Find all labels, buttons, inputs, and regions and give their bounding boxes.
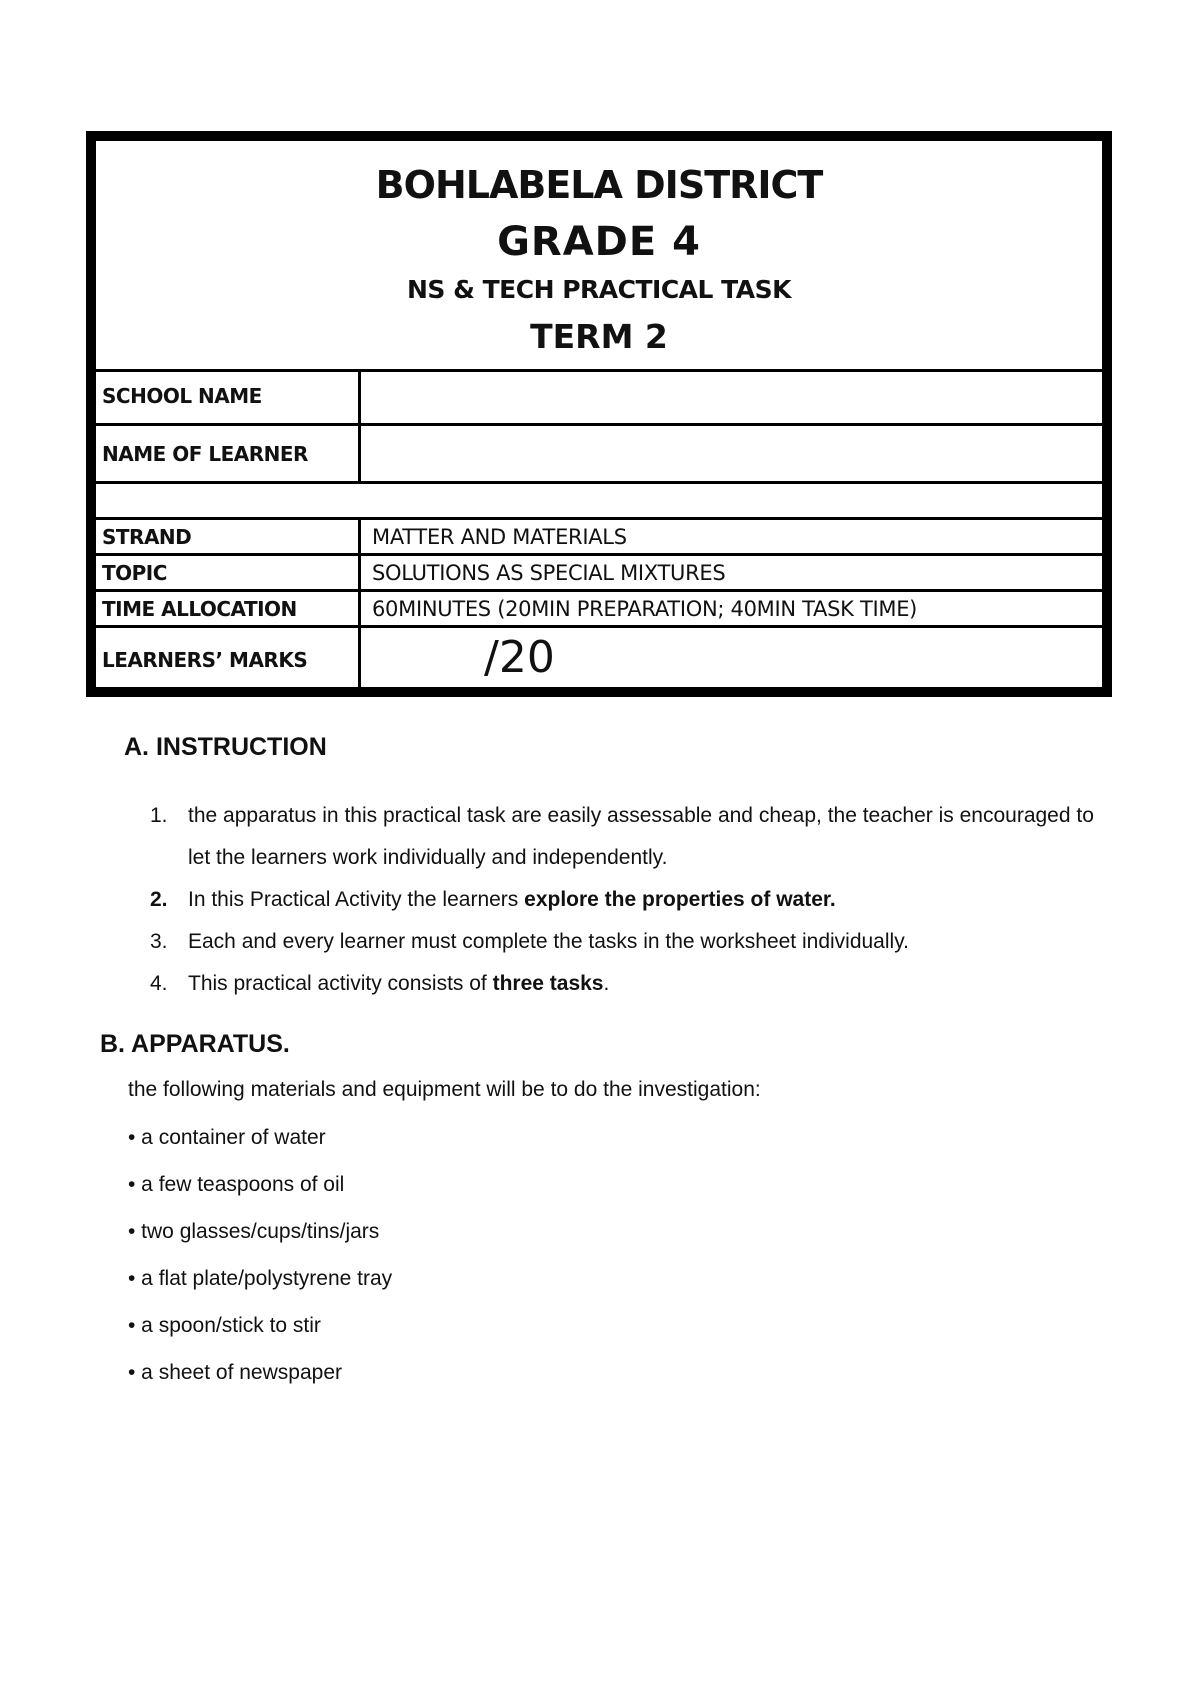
item-text: Each and every learner must complete the tasks in the worksheet individually. [188, 930, 909, 953]
instruction-list [150, 795, 1110, 1005]
list-item [150, 879, 1110, 921]
learner-name-row [96, 423, 1102, 481]
column-divider [358, 426, 361, 481]
term-title: TERM 2 [530, 317, 668, 356]
time-allocation-row [96, 589, 1102, 625]
time-allocation-label: TIME ALLOCATION [102, 597, 297, 621]
strand-value: MATTER AND MATERIALS [372, 525, 627, 549]
grade-title: GRADE 4 [497, 219, 701, 265]
list-item: • a few teaspoons of oil [128, 1173, 345, 1196]
learner-name-label: NAME OF LEARNER [102, 442, 308, 466]
header-box [86, 131, 1112, 697]
time-allocation-value: 60MINUTES (20MIN PREPARATION; 40MIN TASK TIME) [372, 597, 918, 621]
list-item [150, 963, 1110, 1005]
item-bold-text: three tasks [492, 972, 604, 995]
column-divider [358, 372, 361, 423]
item-number: 4. [150, 972, 168, 995]
school-name-row [96, 369, 1102, 423]
column-divider [358, 520, 361, 553]
strand-row [96, 517, 1102, 553]
column-divider [358, 592, 361, 625]
instruction-heading: A. INSTRUCTION [124, 733, 327, 761]
title-area [96, 141, 1102, 369]
item-number: 2. [150, 888, 168, 911]
apparatus-intro: the following materials and equipment will be to do the investigation: [128, 1078, 761, 1101]
learners-marks-row [96, 625, 1102, 687]
column-divider [358, 628, 361, 687]
column-divider [358, 556, 361, 589]
list-item: • two glasses/cups/tins/jars [128, 1220, 380, 1243]
list-item [150, 795, 1110, 879]
apparatus-heading: B. APPARATUS. [100, 1030, 290, 1058]
list-item: • a flat plate/polystyrene tray [128, 1267, 393, 1290]
learners-marks-label: LEARNERS’ MARKS [102, 648, 308, 672]
school-name-label: SCHOOL NAME [102, 384, 262, 408]
item-text: the apparatus in this practical task are easily assessable and cheap, the teacher is encouraged to let the learners work individually and independently. [188, 804, 1094, 869]
item-number: 3. [150, 930, 168, 953]
list-item: • a container of water [128, 1126, 326, 1149]
item-bold-text: explore the properties of water. [524, 888, 836, 911]
task-title: NS & TECH PRACTICAL TASK [406, 275, 792, 304]
list-item [150, 921, 1110, 963]
item-text: In this Practical Activity the learners [188, 888, 525, 911]
topic-label: TOPIC [102, 561, 167, 585]
list-item: • a sheet of newspaper [128, 1361, 342, 1384]
strand-label: STRAND [102, 525, 192, 549]
item-text: This practical activity consists of [188, 972, 493, 995]
district-title: BOHLABELA DISTRICT [375, 163, 823, 207]
topic-value: SOLUTIONS AS SPECIAL MIXTURES [372, 561, 726, 585]
item-text: . [603, 972, 610, 995]
item-number: 1. [150, 804, 168, 827]
topic-row [96, 553, 1102, 589]
apparatus-list [128, 1124, 392, 1406]
list-item: • a spoon/stick to stir [128, 1314, 321, 1337]
learners-marks-value: /20 [484, 632, 555, 683]
blank-row [96, 481, 1102, 517]
